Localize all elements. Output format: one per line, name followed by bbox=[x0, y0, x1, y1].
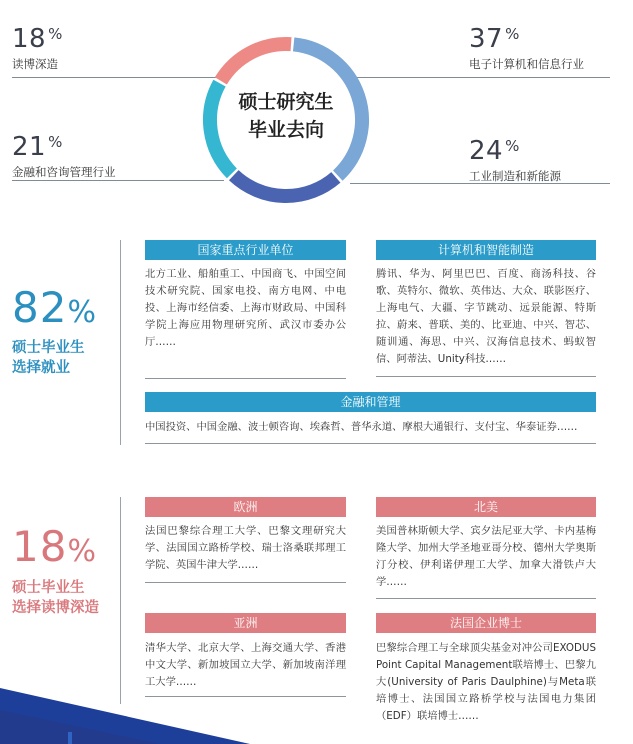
rule-computing bbox=[376, 376, 596, 377]
stat-number: 21 bbox=[12, 132, 47, 162]
stat-industry bbox=[469, 136, 561, 184]
employment-label-line2: 选择就业 bbox=[12, 360, 70, 376]
donut-center-title bbox=[220, 88, 352, 144]
stat-number: 24 bbox=[469, 136, 504, 166]
stat-label: 工业制造和新能源 bbox=[469, 169, 561, 183]
phd-divider bbox=[120, 497, 121, 704]
donut-segment-1 bbox=[221, 44, 291, 81]
decorative-corner-shape bbox=[0, 674, 260, 744]
text-finance: 中国投资、中国金融、波士顿咨询、埃森哲、普华永道、摩根大通银行、支付宝、华泰证券…… bbox=[145, 421, 578, 433]
stat-label: 金融和咨询管理行业 bbox=[12, 165, 116, 179]
employment-label bbox=[12, 338, 85, 378]
rule-state-enterprises bbox=[145, 378, 346, 379]
tag-computing: 计算机和智能制造 bbox=[376, 240, 596, 260]
stat-line-top-left bbox=[12, 77, 222, 78]
stat-number: 37 bbox=[469, 24, 504, 54]
phd-label-line2: 选择读博深造 bbox=[12, 600, 99, 616]
tag-finance: 金融和管理 bbox=[145, 392, 596, 412]
text-state-enterprises: 北方工业、船舶重工、中国商飞、中国空间技术研究院、国家电投、南方电网、中电投、上海市经信委、上海市财政局、中国科学院上海应用物理研究所、武汉市委办公厅…… bbox=[145, 268, 346, 348]
employment-percent-sign: % bbox=[67, 295, 97, 330]
stat-percent-sign: % bbox=[505, 137, 520, 155]
employment-divider bbox=[120, 240, 121, 445]
text-computing: 腾讯、华为、阿里巴巴、百度、商汤科技、谷歌、英特尔、微软、英伟达、大众、联影医疗、上海电气、大疆、字节跳动、远景能源、特斯拉、蔚来、普联、美的、比亚迪、中兴、智芯、随训通、海思、中兴、汉海信息技术、蚂蚁智信、阿蒂法、Unity科技…… bbox=[376, 268, 596, 365]
stat-finance bbox=[12, 132, 116, 180]
text-europe: 法国巴黎综合理工大学、巴黎文理研究大学、法国国立路桥学校、瑞士洛桑联邦理工学院、英国牛津大学…… bbox=[145, 525, 346, 571]
text-french-enterprise-phd: 巴黎综合理工与全球顶尖基金对冲公司EXODUS Point Capital Management联培博士、巴黎九大(University of Paris Daulphine)与Meta联培博士、法国国立路桥学校与法国电力集团（EDF）联培博士…… bbox=[376, 642, 596, 722]
stat-it bbox=[469, 24, 584, 72]
tag-state-enterprises: 国家重点行业单位 bbox=[145, 240, 346, 260]
stat-line-top-right bbox=[352, 77, 610, 78]
stat-label: 读博深造 bbox=[12, 57, 58, 71]
stat-percent-sign: % bbox=[48, 133, 63, 151]
donut-title-line2: 毕业去向 bbox=[247, 119, 324, 141]
phd-percent bbox=[12, 522, 97, 571]
rule-finance bbox=[145, 443, 596, 444]
stat-percent-sign: % bbox=[48, 25, 63, 43]
tag-french-enterprise-phd: 法国企业博士 bbox=[376, 613, 596, 633]
tag-north-america: 北美 bbox=[376, 497, 596, 517]
rule-north-america bbox=[376, 598, 596, 599]
phd-percent-number: 18 bbox=[12, 522, 68, 571]
tag-asia: 亚洲 bbox=[145, 613, 346, 633]
stat-line-bottom-left bbox=[12, 180, 224, 181]
rule-europe bbox=[145, 582, 346, 583]
tag-europe: 欧洲 bbox=[145, 497, 346, 517]
text-north-america: 美国普林斯顿大学、宾夕法尼亚大学、卡内基梅隆大学、加州大学圣地亚哥分校、德州大学奥斯汀分校、伊利诺伊理工大学、加拿大滑铁卢大学…… bbox=[376, 525, 596, 588]
donut-title-line1: 硕士研究生 bbox=[238, 91, 334, 113]
employment-percent bbox=[12, 283, 97, 332]
text-asia: 清华大学、北京大学、上海交通大学、香港中文大学、新加坡国立大学、新加坡南洋理工大学…… bbox=[145, 642, 346, 688]
stat-percent-sign: % bbox=[505, 25, 520, 43]
employment-label-line1: 硕士毕业生 bbox=[12, 340, 85, 356]
stat-number: 18 bbox=[12, 24, 47, 54]
employment-percent-number: 82 bbox=[12, 283, 68, 332]
phd-label-line1: 硕士毕业生 bbox=[12, 580, 85, 596]
donut-segment-3 bbox=[234, 175, 336, 196]
stat-phd bbox=[12, 24, 63, 72]
phd-percent-sign: % bbox=[67, 534, 97, 569]
stat-label: 电子计算机和信息行业 bbox=[469, 57, 584, 71]
phd-label bbox=[12, 578, 99, 618]
